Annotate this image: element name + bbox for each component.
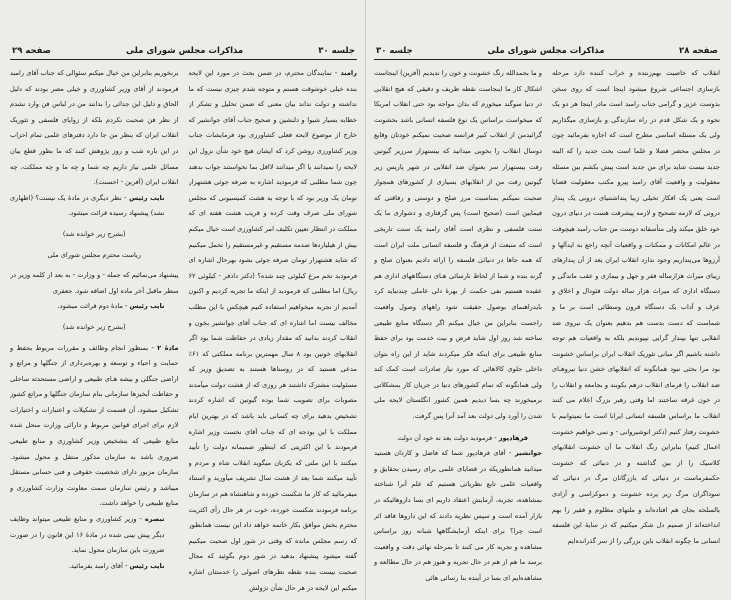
speech-text: برنخوریم بنابراین من خیال میکنم سئوالی که جناب آقای رامبد فرمودند از آقای وزیر کشاورزی و خیلی مصر بودند که دلیل الحاق و دلیل این جدائی را بدانند من در لباس فن وارد نشدم از نظر فن صحبت نکردم بلکه از زوایای فلسفی و تئوریک انقلاب ایران که بنظر من جا دارد دفترهای علمی تمام احزاب در این باره شب و روز پژوهش کنند که ما بطور قطع بیان مسائل علمی نیاز داریم چه شما و چه ما و چه مملکت، چه انقلاب ایران (آفرین - احسنت). xyxy=(10,69,179,187)
column-right xyxy=(189,66,358,596)
speaker-name: نایب رئیس xyxy=(129,561,165,570)
page-number: صفحه ۲۹ xyxy=(12,46,51,56)
paragraph xyxy=(10,268,179,299)
text-columns xyxy=(374,66,720,596)
note-text: - وزیر کشاورزی و منابع طبیعی میتواند وظایف دیگر پیش بینی شده در مادهٔ ۱۶ این قانون را در صورت ضرورت باین سازمان محول نماید. xyxy=(10,515,165,555)
speech-text: و ما بحمدالله رنگ خشونت و خون را ندیدیم (آفرین) اینجاست اشکال کار ما اینجاست نقطه ظریف و دقیقی که هیچ انقلابی در دنیا سوگند میخورم که بدان مواجه بود حتی انقلاب امریکا که میخواست براساس یک نوع فلسفه انسانی باشد بخشونت گرائیدمن از انقلاب کبیر فرانسه صحبت نمیکنم خودتان وقایع دوسال انقلاب را بخوبی میدانید که بیستهزار سرزیر گیوتین رفت بیستهزار سر بعنوان ضد انقلابی در شهر پاریس زیر گیوتین رفت من از انقلابهای بسیاری از کشورهای همجوار صحبت نمیکنم بمناسبت مرز صلح و دوستی و رفاقتی که فیمابین است (صحیح است) پس گرفتاری و دشواری ما یک سنت فلسفی و نظری است آقای رامبد یک سنت تاریخی است که منبعث از فرهنگ و فلسفه انسانی ملت ایران است که همه جاها در دنیائی فلسفه را ارائه دادیم بعنوان صلح و گرنه بنده و شما از لحاظ نارسائی هـای دستگاههای اداری هم عقیده هستیم نفی حکمت از بهرهٔ دلی عاملی چندنباید کرد بایدراهنمای بوصول حقیقت شود راههای وصول واقعیت راجست بنابراین من خیال میکنم اگر دستگاه منابع طبیعی ساخته شد روز اول شاید فرض و نیت خدمت بود برای حفظ منابع طبیعی برای اینکه فکر میکردند شاید از این راه بتوان داخلی جلوی کالاهائی که مورد نیاز صادرات است کمک کند ولی همانگونه که تمام کشورهای دنیا در جریان کار بمشکلاتی برمیخورند چه بسا دیدیم همین کشور انگلستان لایحه ملی شدن را آورد ولی دولت بعد آمد آنرا پس گرفت. xyxy=(374,69,542,421)
speaker-name: رامبد xyxy=(340,69,357,77)
paragraph xyxy=(10,341,179,513)
paragraph xyxy=(552,66,720,549)
speaker-name: نایب رئیس xyxy=(129,302,165,311)
running-title: مذاکرات مجلس شورای ملی xyxy=(126,46,244,56)
column-left xyxy=(10,66,179,596)
paragraph xyxy=(189,66,358,596)
paragraph xyxy=(10,299,179,315)
session-label: جلسه ۳۰ xyxy=(376,46,413,56)
speaker-name: نایب رئیس xyxy=(129,193,165,202)
proposal-text: پیشنهاد می‌نمائیم که جمله - و وزارت - به بعد از کلمه وزیر در سطر ماقبل آخر ماده اول اضافه شود. جعفری xyxy=(10,271,179,295)
article-text: - بمنظور انجام وظائف و مقررات مربوط بحفظ و حمایت و احیاء و توسعه و بهره‌برداری از جنگلها و مراتع و اراضی جنگلی و بیشه هـای طبیعی و اراضی مستحدثه ساحلی و حفاظت آبخیزها سازمانی بنام سازمان جنگلها و مراتع کشور تشکیل میشود. آن قسمت از تشکیلات و اعتبارات و اختیارات لازم برای اجرای قوانین مربوط و دارائی وزارت منحل شده منابع طبیعی که بتشخیص وزیر کشاورزی و منابع طبیعی ضروری باشد به سازمان مذکور منتقل و محول میشود. سازمان مزبور دارای شخصیت حقوقی و فنی حسابی مستقل میباشد و رئیس سازمان سمت معاونت وزارت کشاورزی و منابع طبیعی را خواهد داشت. xyxy=(10,343,179,508)
speech-text: - فرمودید دولت بعد نه خود آن دولت xyxy=(397,433,497,442)
reading-note: (بشرح زیر خوانده شد) xyxy=(62,229,126,238)
page-header xyxy=(10,46,357,60)
paragraph xyxy=(10,191,179,222)
paragraph xyxy=(10,559,179,575)
speech-text: - آقای رامبد بفرمائید. xyxy=(68,561,128,570)
paragraph xyxy=(374,446,542,586)
text-columns xyxy=(10,66,357,596)
address-line: ریاست محترم مجلس شورای ملی xyxy=(47,250,142,259)
speech-text: انقلاب که خاصیت بهم‌زننده و خراب کننده دارد مرحله بازسازی اجتماعی شروع میشود اینجا است که روی سخن بدوست عزیز و گرامی جناب رامبد است مادر اینجا هر دو یک نحوه و یک شکل قدم در راه سازندگی و بازسازی میگذاریم ولی یک مسئله اساسی مطرح است که اجازه بفرمائید چون در مجلس محضر فضلا و علما است بحث جدید را که البته جدید نیست شاید برای من جدید است پیش بکشم بین مسئله معقولیت و واقعیت آقای رامبد پیرو مکتب معقولیت قضایا است یعنی یک افکار تخیلی زیبا پنداشتنیای درونی یک پندار درونی که لازمه تصحیح و لازمه پیشرفت هست در دنیای درون خود خلق میکند ولی متأسفانه دوست من جناب رامبد هیچوقت در عالم امکانات و ممکنات و واقعیات آنچه راجع به ایدآلها و آرزوها می‌پنداریم وجود ندارد انقلاب ایران بعد از آن پندارهای زیبای میراث هزارساله فقر و جهل و بیماری و عقب ماندگی و دستگاه اداری که میراث هزار ساله دولت فئودال و اخلاق و عرف و آداب یک دستگاه قرون وسطائی است بر ما و شماست که دست بدست هم بدهیم بعنوان یک نیروی ضد انقلابی تنها بپندار گرایی نپیوندیم بلکه به واقعیات هم توجه داشته باشیم اگر مبانی تئوریک انقلاب ایران براساس خشونت بود مرا بحثی نبود همانگونه که انقلابهای خشن دنیا نیروهـای ضد انقلاب را فرمای انقلاب درهم بکوبند و بجامعه و انقلاب را در خون غرقه ساختند اما وقتی رهبر بزرگ اعلام می کنند انقلاب ما براساس فلسفه انسانی ایرانا است ما نمیتوانیم با خشونت رفتار کنیم (دکتر انوشیروانی - و نمی خواهیم خشونت اعمال کنیم) بنابراین رنگ انقلاب ما آن خشونت انقلابهای کلاسیک را از بین گذاشته و در دنیائی که خشونت حکمفرماست در دنیائی که بازرگانان مرگ در دنیائی که سوداگران مرگ زیر پرده خشونت و دموکراسی و آزادی بالسلحه بجان هم افتاده‌اند و ملتهای مظلوم و فقیر را بهم انداخته‌اند از صمیم دل شکر میکنیم که در سایهٔ این فلسفه انسانی ما چگونه انقلاب باین بزرگی را از سر گذرانده‌ایم xyxy=(552,69,720,545)
paragraph xyxy=(10,512,179,559)
speech-text: - مادهٔ دوم قرائت میشود. xyxy=(57,302,128,311)
page-29 xyxy=(0,0,365,600)
reading-note: (بشرح زیر خوانده شد) xyxy=(62,322,126,331)
note-label: تبصره xyxy=(144,515,165,524)
article-label: مادهٔ ۲ xyxy=(157,343,179,352)
speech-text: - نمایندگان محترم، در ضمن بحث در مورد این لایحه بنده خیلی خوشوقت هستم و متوجه شدم چیزی نیست که ما نداشته و دولت نداند بیان معنی که ضمن تحلیل و تشکر از خطابه بسیار شیوا و دلنشین و صحیح جناب آقای جوانشیر که خارج از موضوع لایحه فعلی کشاورزی بود فرمایشات جناب وزیر کشاورزی روشن کرد که ایشان هیچ خود شأن نزول این لایحه را نمیدانند یا اگر میدانند لااقل بما نخواستند جواب بدهند چون شما مطلبی که فرمودید اشاره به صرفه جوئی هشتهزار تومان یک وزیر بود که با توجه به هشت کمیسیونی که مجلس شورای ملی صرف وقت کرده و قریب هشت هفته ای که مملکت در انتظار تعیین تکلیف امر کشاورزی است خیال میکنم بیش از هیلیاردها صدمه مستقیم و غیرمستقیم را تحمل میکنیم که شاید هشتهزار تومان صرفه جوئی بشود بهرحال اشاره ای فرمودید تخم مرغ کیلوئی چند شده؟ (دکتر دادفر - کیلوئی ۶۲ ریال) اما مطلبی که فرمودید از اینکه ما تجربه کردیم و اکنون آمدیم از تجربه میخواهیم استفاده کنیم هیچکس با این مطلب مخالف نیست اما اشاره ای که جناب آقای جوانشیر بخون و انقلاب کردند بدانید که مقدار زیادی در حفاظت شما بود اگر انقلابهای خونین بود ۸ سال مهمترین برنامه مملکتی که ۶۱٪ مدعی هستید که در روستاها هستند به تصدیق وزیر که مسئولیت مشترک داشتند هر روزی که از هشت دولت میآمدند مصوبات برای تصویب شما بوده گیوتین که اشاره کردند تشخیص بدهید برای چه کسانی باید باشد که در بهترین ایام مملکت با این بودجه ای که جناب آقای نخست وزیر اشاره فرمودند با این اکثریتی که اینطور صمیمانه دولت را تأیید میکنند با این ملتی که یکزبان میگوید انقلاب شاه و مردم و تأیید میکنند شما بعد از هشت سال تشریف میآورید و استناد میفرمائید که کار ما شکست خورده و شاهنشاه هم در سازمان برنامه فرمودند شکست خورده، خوب در هر حال رأی اکثریت محترم بخش موافق بکار خاتمه خواهد داد این نیست همانطور که رسم مجلس مانده که وقتی در شور اول صحبت میکنیم گفته میشود پیشنهاد بدهید در شور دوم بگوئید که مجال صحبت نیست بنده نقطه نظرهای اصولی را خدمتتان اشاره میکنم این لایحه در هر حال شأن نزولش xyxy=(188,69,357,592)
session-label: جلسه ۳۰ xyxy=(318,46,355,56)
column-right xyxy=(552,66,720,596)
page-number: صفحه ۲۸ xyxy=(679,46,718,56)
paragraph xyxy=(374,431,542,447)
speaker-name: جوانشیر xyxy=(514,449,542,458)
paragraph xyxy=(10,66,179,191)
page-28 xyxy=(365,0,730,600)
page-header xyxy=(374,46,720,60)
speech-text: - آقای فرهادپور شما که فاضل و کاردان هستید میدانید همانطوریکه در قضایای علمی برای رسیدن بحقایق و واقعیات علمی تابع نظریاتی هستیم که علم آنرا شناخته بمشاهده، تجربه، آزمایش اعتقاد داریم ای بسا داروهائیکه در بازار آمده است و سپس نظریه دادند که این داروها فاقد اثر است چرا؟ برای اینکه آزمایشگاهها شبانه روز براساس مشاهده و تجربه کار می کنند تا بمرحله نهائی دقت و واقعیت برسد ما هم از هم در حال تجربه و هنوز هم در حال مطالعه و مشاهده‌ایم ای بسا در آینده بنا رسائی هائی xyxy=(374,449,542,582)
running-title: مذاکرات مجلس شورای ملی xyxy=(487,46,605,56)
column-left xyxy=(374,66,542,596)
paragraph xyxy=(374,66,542,425)
speech-text: - نظر دیگری در مادهٔ یک نیست؟ (اظهاری نشد) پیشنهاد رسیده قرائت میشود. xyxy=(10,193,165,218)
speaker-name: فرهادپور xyxy=(498,433,528,442)
